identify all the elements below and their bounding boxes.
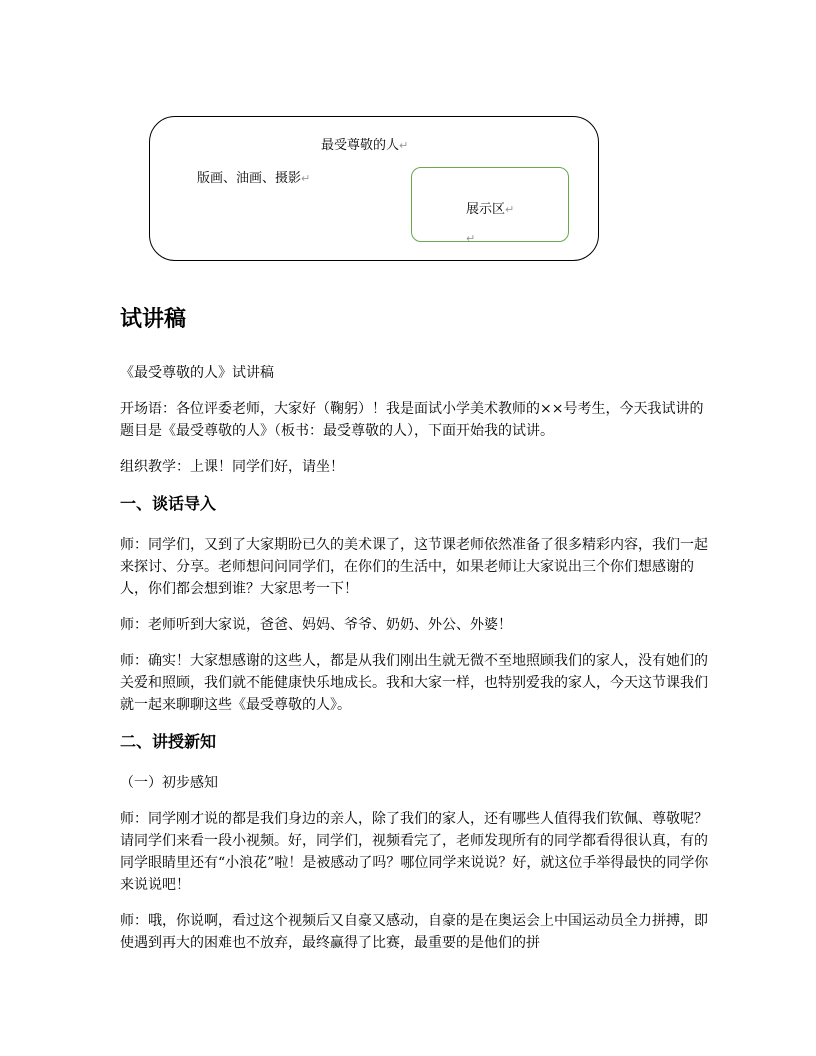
page-title: 试讲稿 xyxy=(120,307,187,332)
paragraph: 师：老师听到大家说，爸爸、妈妈、爷爷、奶奶、外公、外婆！ xyxy=(120,617,512,633)
board-title xyxy=(321,134,408,153)
section-heading: 一、谈话导入 xyxy=(120,494,217,513)
paragraph: 组织教学：上课！同学们好，请坐！ xyxy=(120,459,344,475)
paragraph: 师：同学们，又到了大家期盼已久的美术课了，这节课老师依然准备了很多精彩内容，我们一起来探讨、分享。老师想问问同学们，在你们的生活中，如果老师让大家说出三个你们想感谢的人，你们都会想到谁？大家思考一下！ xyxy=(120,537,708,597)
display-area-label xyxy=(466,198,514,217)
paragraph: （一）初步感知 xyxy=(120,775,218,791)
paragraph: 《最受尊敬的人》试讲稿 xyxy=(120,365,274,381)
return-mark-icon: ↵ xyxy=(466,232,476,245)
return-mark-icon: ↵ xyxy=(505,203,515,216)
section-heading: 二、讲授新知 xyxy=(120,732,217,751)
return-mark-icon: ↵ xyxy=(301,172,311,185)
paragraph: 师：哦，你说啊，看过这个视频后又自豪又感动，自豪的是在奥运会上中国运动员全力拼搏，即使遇到再大的困难也不放弃，最终赢得了比赛，最重要的是他们的拼 xyxy=(120,913,708,951)
document-content xyxy=(120,304,712,968)
paragraph: 师：确实！大家想感谢的这些人，都是从我们刚出生就无微不至地照顾我们的家人，没有她们的关爱和照顾，我们就不能健康快乐地成长。我和大家一样，也特别爱我的家人，今天这节课我们就一起来聊聊这些《最受尊敬的人》。 xyxy=(120,653,708,713)
document-body xyxy=(120,362,712,954)
board-media-list xyxy=(197,167,310,186)
board-title-text: 最受尊敬的人 xyxy=(321,138,400,153)
board-media-text: 版画、油画、摄影 xyxy=(197,171,302,186)
paragraph: 开场语：各位评委老师，大家好（鞠躬）！我是面试小学美术教师的××号考生，今天我试讲的题目是《最受尊敬的人》（板书：最受尊敬的人），下面开始我的试讲。 xyxy=(120,401,704,439)
paragraph: 师：同学刚才说的都是我们身边的亲人，除了我们的家人，还有哪些人值得我们钦佩、尊敬呢？请同学们来看一段小视频。好，同学们，视频看完了，老师发现所有的同学都看得很认真，有的同学眼睛里还有“小浪花”啦！是被感动了吗？哪位同学来说说？好，就这位手举得最快的同学你来说说吧！ xyxy=(120,811,709,893)
return-mark-icon: ↵ xyxy=(399,139,409,152)
display-area-text: 展示区 xyxy=(466,202,506,217)
